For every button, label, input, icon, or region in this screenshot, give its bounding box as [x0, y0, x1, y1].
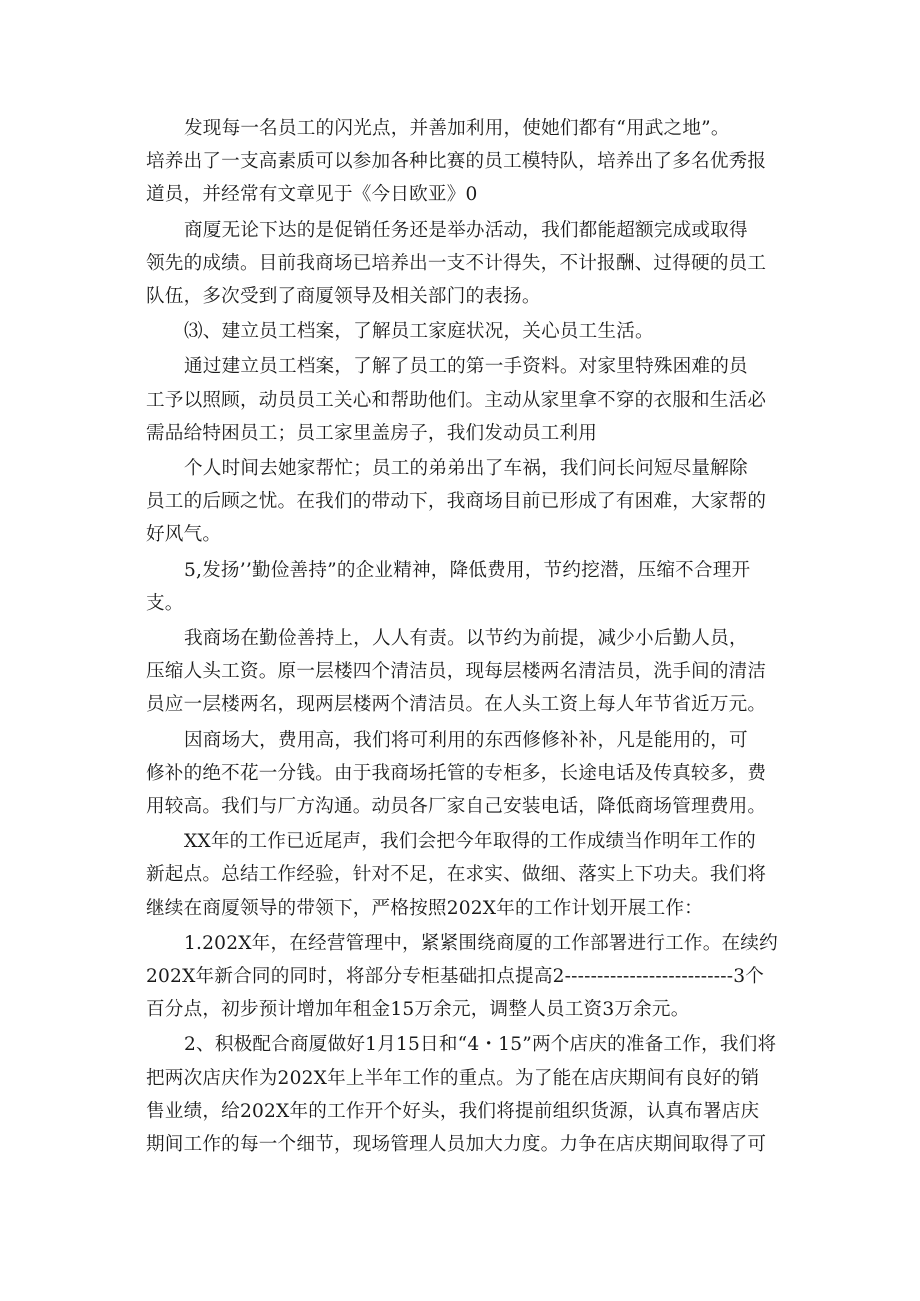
paragraph [146, 452, 796, 552]
paragraph [146, 350, 796, 450]
text-line: 需品给特困员工；员工家里盖房子，我们发动员工利用 [146, 422, 598, 444]
text-line: 员应一层楼两名，现两层楼两个清洁员。在人头工资上每人年节省近万元。 [146, 694, 767, 716]
text-line: 压缩人头工资。原一层楼四个清洁员，现每层楼两名清洁员，洗手间的清洁 [146, 661, 767, 683]
text-line: 工予以照顾，动员员工关心和帮助他们。主动从家里拿不穿的衣服和生活必 [146, 389, 767, 411]
text-line: 把两次店庆作为202X年上半年工作的重点。为了能在店庆期间有良好的销 [146, 1067, 760, 1089]
text-line: 修补的绝不花一分钱。由于我商场托管的专柜多，长途电话及传真较多，费 [146, 762, 767, 784]
text-line: 因商场大，费用高，我们将可利用的东西修修补补，凡是能用的，可 [184, 729, 748, 751]
paragraph [146, 1028, 796, 1161]
text-line: 2、积极配合商厦做好1月15日和“4・15”两个店庆的准备工作，我们将 [184, 1034, 777, 1056]
text-line: 我商场在勤俭善持上，人人有责。以节约为前提，减少小后勤人员， [184, 628, 748, 650]
text-line: ⑶、建立员工档案，了解员工家庭状况，关心员工生活。 [184, 321, 654, 343]
text-line: 个人时间去她家帮忙；员工的弟弟出了车祸，我们问长问短尽量解除 [184, 458, 748, 480]
text-line: XX年的工作已近尾声，我们会把今年取得的工作成绩当作明年工作的 [184, 831, 756, 853]
text-line: 培养出了一支高素质可以参加各种比赛的员工模特队，培养出了多名优秀报 [146, 151, 767, 173]
text-line: 售业绩，给202X年的工作开个好头，我们将提前组织货源，认真布署店庆 [146, 1100, 760, 1122]
text-line: 继续在商厦领导的带领下，严格按照202X年的工作计划开展工作： [146, 897, 703, 919]
text-line: 5,发扬’’勤俭善持”的企业精神，降低费用，节约挖潜，压缩不合理开 [184, 559, 751, 581]
text-line: 支。 [146, 592, 184, 614]
paragraph [146, 622, 796, 722]
text-line: 队伍，多次受到了商厦领导及相关部门的表扬。 [146, 286, 541, 308]
text-line: 1.202X年，在经营管理中，紧紧围绕商厦的工作部署进行工作。在续约 [184, 932, 778, 954]
text-line: 商厦无论下达的是促销任务还是举办活动，我们都能超额完成或取得 [184, 219, 748, 241]
text-line: 领先的成绩。目前我商场已培养出一支不计得失，不计报酬、过得硬的员工 [146, 252, 767, 274]
text-line: 道员，并经常有文章见于《今日欧亚》0 [146, 184, 478, 206]
paragraph [146, 927, 796, 1027]
text-line: 好风气。 [146, 524, 222, 546]
paragraph [146, 554, 796, 620]
paragraph [146, 724, 796, 824]
text-line: 期间工作的每一个细节，现场管理人员加大力度。力争在店庆期间取得了可 [146, 1134, 767, 1156]
text-line: 员工的后顾之忧。在我们的带动下，我商场目前已形成了有困难，大家帮的 [146, 491, 767, 513]
text-line: 用较高。我们与厂方沟通。动员各厂家自己安装电话，降低商场管理费用。 [146, 796, 767, 818]
text-line: 百分点，初步预计增加年租金15万余元，调整人员工资3万余元。 [146, 999, 690, 1021]
text-line: 通过建立员工档案，了解了员工的第一手资料。对家里特殊困难的员 [184, 356, 748, 378]
paragraph [146, 315, 796, 348]
paragraph [146, 825, 796, 925]
text-line: 202X年新合同的同时，将部分专柜基础扣点提高2--------------------------3个 [146, 966, 765, 988]
paragraph [146, 112, 796, 212]
paragraph [146, 214, 796, 314]
text-line: 新起点。总结工作经验，针对不足，在求实、做细、落实上下功夫。我们将 [146, 864, 767, 886]
text-line: 发现每一名员工的闪光点，并善加利用，使她们都有“用武之地”。 [184, 118, 730, 139]
document-page [146, 112, 796, 1163]
